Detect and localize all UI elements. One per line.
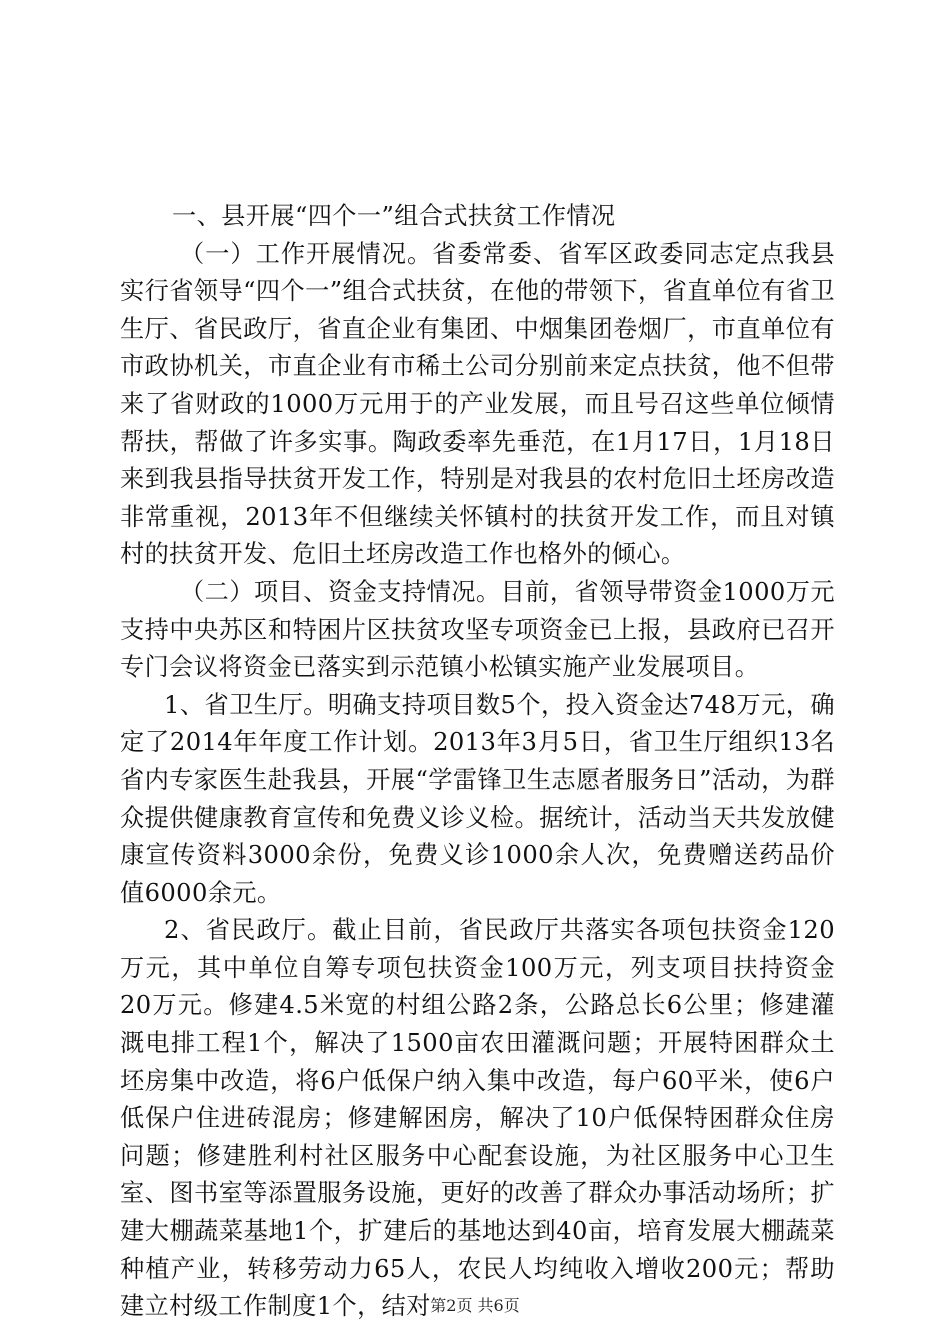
section-heading: 一、县开展“四个一”组合式扶贫工作情况 — [172, 202, 616, 230]
paragraph-health-department: 1、省卫生厅。明确支持项目数5个，投入资金达748万元，确定了2014年年度工作计划。2013年3月5日，省卫生厅组织13名省内专家医生赴我县，开展“学雷锋卫生志愿者服务日”活动，为群众提供健康教育宣传和免费义诊义检。据统计，活动当天共发放健康宣传资料3000余份，免费义诊1000余人次，免费赠送药品价值6000余元。 — [120, 690, 835, 907]
paragraph-civil-affairs: 2、省民政厅。截止目前，省民政厅共落实各项包扶资金120万元，其中单位自筹专项包扶资金100万元，列支项目扶持资金20万元。修建4.5米宽的村组公路2条，公路总长6公里；修建灌溉电排工程1个，解决了1500亩农田灌溉问题；开展特困群众土坯房集中改造，将6户低保户纳入集中改造，每户60平米，使6户低保户住进砖混房；修建解困房，解决了10户低保特困群众住房问题；修建胜利村社区服务中心配套设施，为社区服务中心卫生室、图书室等添置服务设施，更好的改善了群众办事活动场所；扩建大棚蔬菜基地1个，扩建后的基地达到40亩，培育发展大棚蔬菜种植产业，转移劳动力65人，农民人均纯收入增收200元；帮助建立村级工作制度1个，结对 — [120, 916, 835, 1321]
paragraph-project-funding: （二）项目、资金支持情况。目前，省领导带资金1000万元支持中央苏区和特困片区扶贫攻坚专项资金已上报，县政府已召开专门会议将资金已落实到示范镇小松镇实施产业发展项目。 — [120, 577, 835, 682]
paragraph-work-progress: （一）工作开展情况。省委常委、省军区政委同志定点我县实行省领导“四个一”组合式扶贫，在他的带领下，省直单位有省卫生厅、省民政厅，省直企业有集团、中烟集团卷烟厂，市直单位有市政协机关，市直企业有市稀土公司分别前来定点扶贫，他不但带来了省财政的1000万元用于的产业发展，而且号召这些单位倾情帮扶，帮做了许多实事。陶政委率先垂范，在1月17日，1月18日来到我县指导扶贫开发工作，特别是对我县的农村危旧土坯房改造非常重视，2013年不但继续关怀镇村的扶贫开发工作，而且对镇村的扶贫开发、危旧土坯房改造工作也格外的倾心。 — [120, 239, 835, 569]
page-footer: 第2页 共6页 — [430, 1296, 520, 1315]
document-body — [120, 198, 835, 1326]
